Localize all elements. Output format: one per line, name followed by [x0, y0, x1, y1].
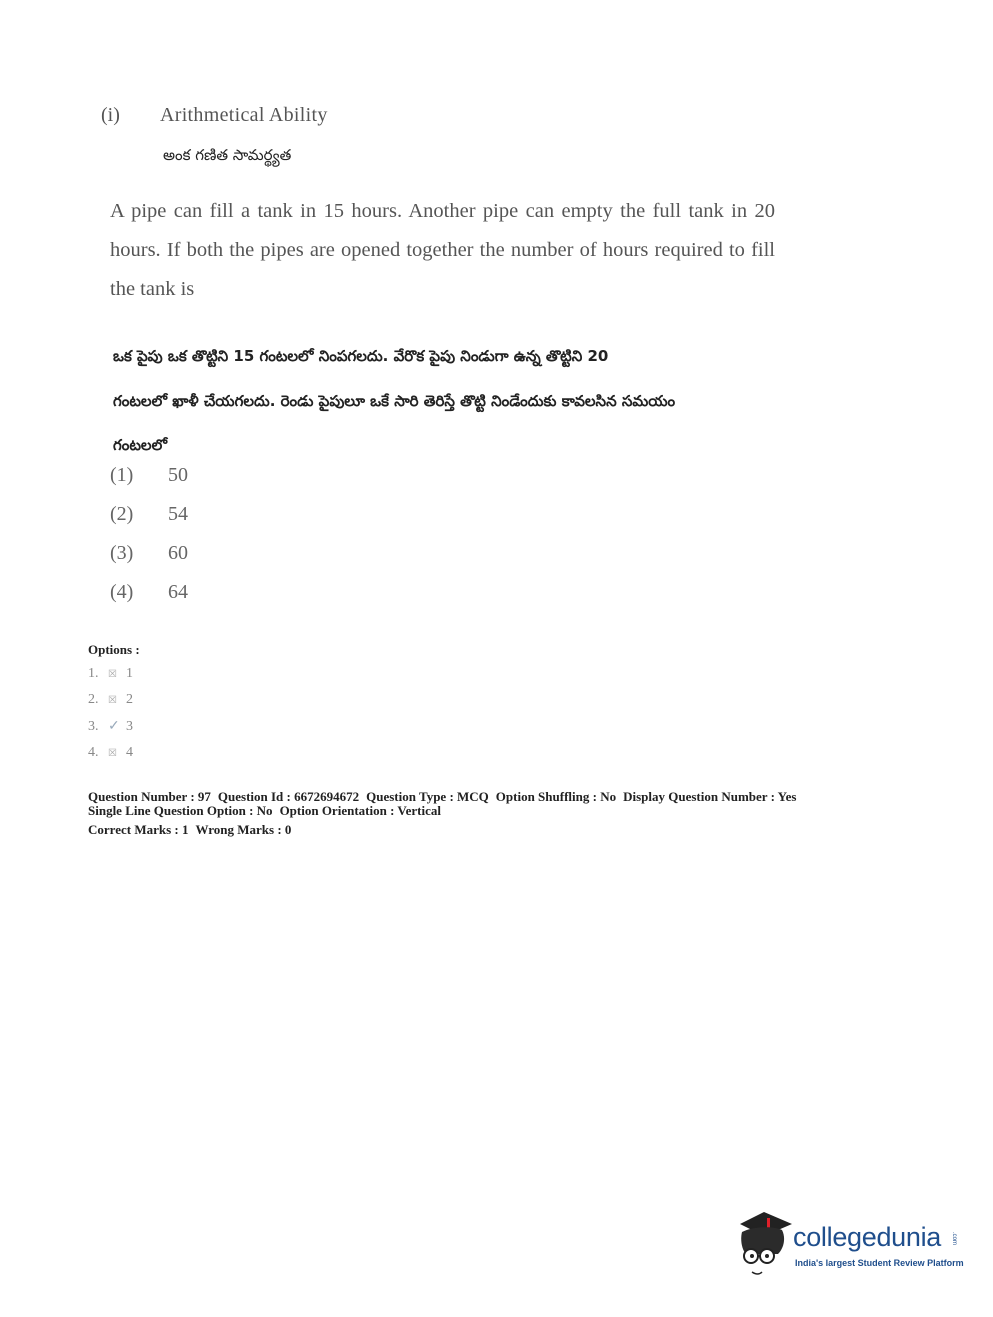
option-item: [88, 740, 133, 766]
option-number: 4.: [88, 745, 99, 761]
choice-value: 64: [168, 581, 188, 603]
answer-choice: [110, 464, 188, 503]
section-title: Arithmetical Ability: [160, 104, 328, 126]
check-icon: ✓: [108, 719, 120, 735]
meta-single-line: Single Line Question Option : No: [88, 803, 273, 818]
meta-question-number: Question Number : 97: [88, 789, 211, 804]
cross-icon: ☒: [108, 694, 117, 706]
choice-value: 54: [168, 503, 188, 525]
option-value: 3: [126, 718, 133, 734]
section-number: (i): [101, 104, 120, 126]
brand-name: collegedunia: [793, 1222, 942, 1252]
question-telugu-line: గంటలలో: [113, 436, 168, 454]
answer-choices: [110, 464, 188, 620]
meta-wrong-marks: Wrong Marks : 0: [195, 822, 292, 837]
question-text-telugu: [113, 334, 813, 468]
choice-number: (3): [110, 542, 134, 564]
option-number: 2.: [88, 692, 99, 708]
cross-icon: ☒: [108, 747, 117, 759]
question-text-english: A pipe can fill a tank in 15 hours. Another pipe can empty the full tank in 20 hours. If both the pipes are opened together the number of hours required to fill the tank is: [110, 200, 775, 300]
option-number: 3.: [88, 718, 99, 734]
answer-choice: [110, 581, 188, 620]
brand-tagline: India's largest Student Review Platform: [795, 1258, 964, 1268]
meta-question-id: Question Id : 6672694672: [217, 789, 360, 804]
meta-display-question-number: Display Question Number : Yes: [623, 789, 797, 804]
question-telugu-line: ఒక పైపు ఒక తొట్టిని 15 గంటలలో నింపగలదు. వేరొక పైపు నిండుగా ఉన్న తొట్టిని 20: [113, 347, 609, 365]
question-metadata: [88, 790, 796, 837]
choice-number: (4): [110, 581, 134, 603]
choice-number: (2): [110, 503, 134, 525]
option-item: [88, 661, 133, 687]
option-value: 2: [126, 692, 133, 708]
option-value: 1: [126, 666, 133, 682]
option-item: [88, 714, 133, 740]
question-telugu-line: గంటలలో ఖాళీ చేయగలదు. రెండు పైపులూ ఒకే సారి తెరిస్తే తొట్టి నిండేందుకు కావలసిన సమయం: [113, 391, 676, 410]
option-item: [88, 687, 133, 713]
section-title-telugu: అంక గణిత సామర్థ్యత: [163, 146, 292, 164]
choice-number: (1): [110, 464, 134, 486]
cross-icon: ☒: [108, 668, 117, 680]
option-number: 1.: [88, 666, 99, 682]
answer-choice: [110, 503, 188, 542]
option-value: 4: [126, 745, 133, 761]
options-list: [88, 661, 133, 766]
meta-option-shuffling: Option Shuffling : No: [495, 789, 617, 804]
meta-question-type: Question Type : MCQ: [366, 789, 489, 804]
brand-suffix: .com: [951, 1232, 957, 1246]
meta-orientation: Option Orientation : Vertical: [279, 803, 441, 818]
choice-value: 50: [168, 464, 188, 486]
meta-correct-marks: Correct Marks : 1: [88, 822, 189, 837]
options-heading: Options :: [88, 642, 140, 657]
choice-value: 60: [168, 542, 188, 564]
answer-choice: [110, 542, 188, 581]
